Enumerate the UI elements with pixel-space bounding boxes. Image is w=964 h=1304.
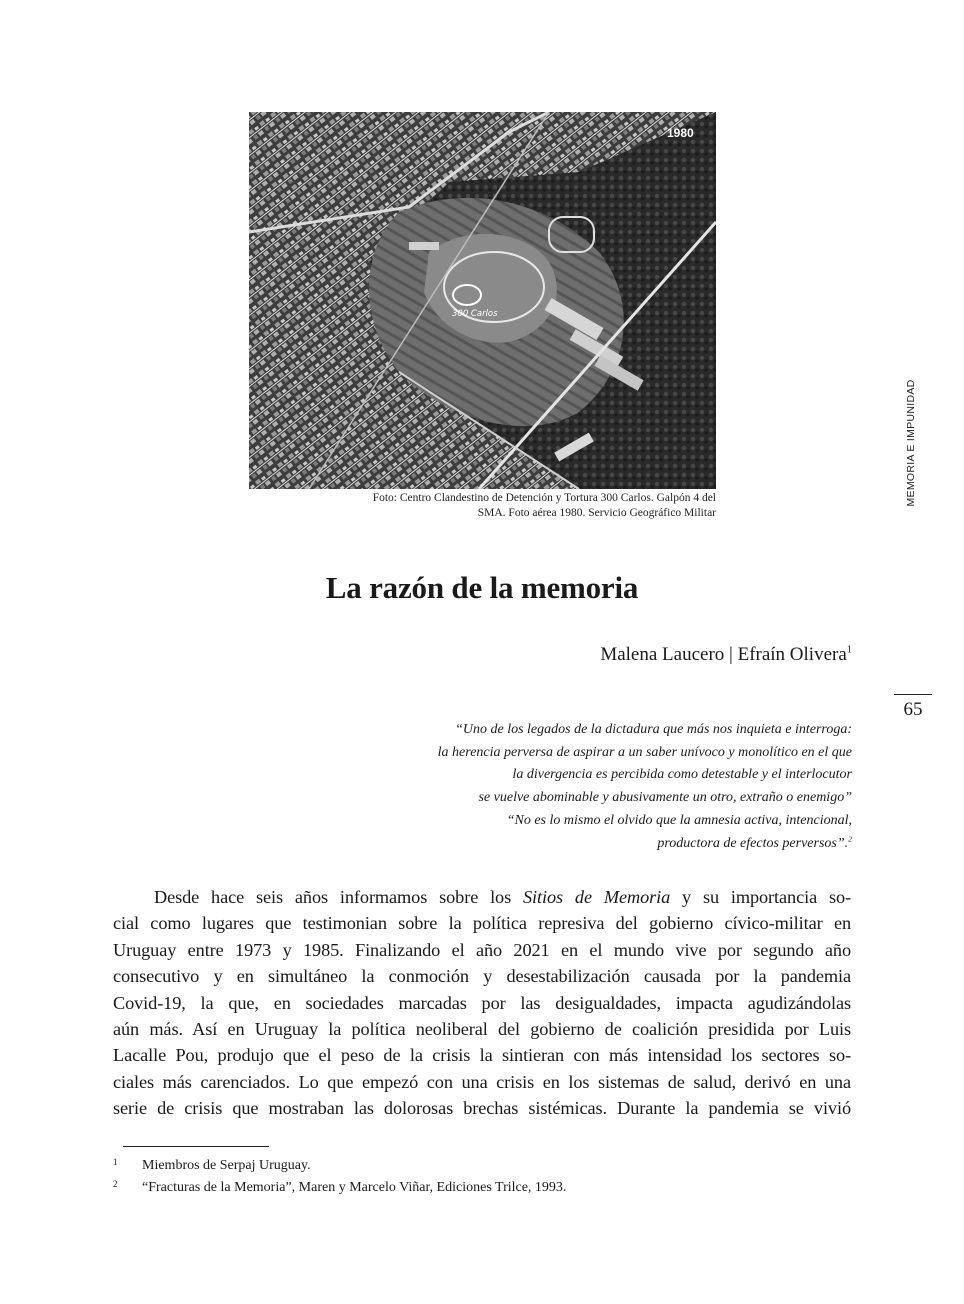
footnote-number: 2: [113, 1179, 118, 1189]
epigraph-line: la divergencia es percibida como detestable y el interlocutor: [512, 767, 852, 783]
footnote-item: [113, 1177, 851, 1199]
body-line: Uruguay entre 1973 y 1985. Finalizando el año 2021 en el mundo vive por segundo año: [113, 939, 851, 960]
epigraph-line: se vuelve abominable y abusivamente un otro, extraño o enemigo”: [478, 790, 852, 806]
footnote-item: [113, 1155, 851, 1177]
page-number: 65: [903, 699, 923, 720]
body-line: ciales más carenciados. Lo que empezó con una crisis en los sistemas de salud, derivó en una: [113, 1071, 851, 1092]
body-line: consecutivo y en simultáneo la conmoción y desestabilización causada por la pandemia: [113, 966, 851, 987]
body-text-run: y su importancia so-: [670, 887, 851, 907]
body-text-run: Desde hace seis años informamos sobre los: [154, 887, 523, 907]
photo-year-label: 1980: [667, 126, 694, 140]
caption-line: SMA. Foto aérea 1980. Servicio Geográfico Militar: [477, 507, 716, 519]
body-text-italic: Sitios de Memoria: [523, 887, 671, 907]
body-paragraph: [113, 884, 851, 1122]
epigraph-line: “No es lo mismo el olvido que la amnesia activa, intencional,: [506, 812, 852, 828]
authors-text: Malena Laucero | Efraín Olivera: [600, 644, 847, 665]
epigraph-line: [330, 833, 852, 856]
footnote-number: 1: [113, 1157, 118, 1167]
body-line: serie de crisis que mostraban las dolorosas brechas sistémicas. Durante la pandemia se vivió: [113, 1098, 851, 1119]
footnote-ref[interactable]: 2: [848, 834, 852, 844]
epigraph-line: “Uno de los legados de la dictadura que más nos inquieta e interroga:: [455, 722, 852, 737]
footnotes: [113, 1155, 851, 1199]
running-head: [903, 368, 919, 518]
caption-line: Foto: Centro Clandestino de Detención y Tortura 300 Carlos. Galpón 4 del: [372, 492, 716, 504]
body-line: Covid-19, la que, en sociedades marcadas por las desigualdades, impacta agudizándolas: [113, 992, 851, 1013]
footnote-text: “Fracturas de la Memoria”, Maren y Marcelo Viñar, Ediciones Trilce, 1993.: [142, 1180, 567, 1195]
article-title: La razón de la memoria: [325, 570, 639, 605]
epigraph: [330, 719, 852, 855]
body-line: [113, 884, 851, 910]
authors: [400, 644, 852, 666]
body-line: cial como lugares que testimonian sobre la política represiva del gobierno cívico-militar en: [113, 913, 851, 934]
running-head-text: MEMORIA E IMPUNIDAD: [905, 379, 917, 507]
aerial-photo: [249, 112, 716, 489]
body-line: aún más. Así en Uruguay la política neoliberal del gobierno de coalición presidida por Luis: [113, 1019, 851, 1040]
footnote-ref[interactable]: 1: [846, 644, 852, 656]
epigraph-line-text: productora de efectos perversos”.: [657, 835, 849, 851]
body-line: Lacalle Pou, produjo que el peso de la crisis la sintieran con más intensidad los sectores so-: [113, 1045, 851, 1066]
page-number-rule: [894, 694, 932, 695]
footnote-text: Miembros de Serpaj Uruguay.: [142, 1158, 311, 1173]
footnote-separator: [123, 1146, 269, 1147]
epigraph-line: la herencia perversa de aspirar a un saber unívoco y monolítico en el que: [437, 744, 852, 760]
aerial-photo-graphic: [249, 112, 716, 489]
handwritten-label: 300 Carlos: [452, 309, 498, 319]
photo-caption: [249, 491, 716, 521]
